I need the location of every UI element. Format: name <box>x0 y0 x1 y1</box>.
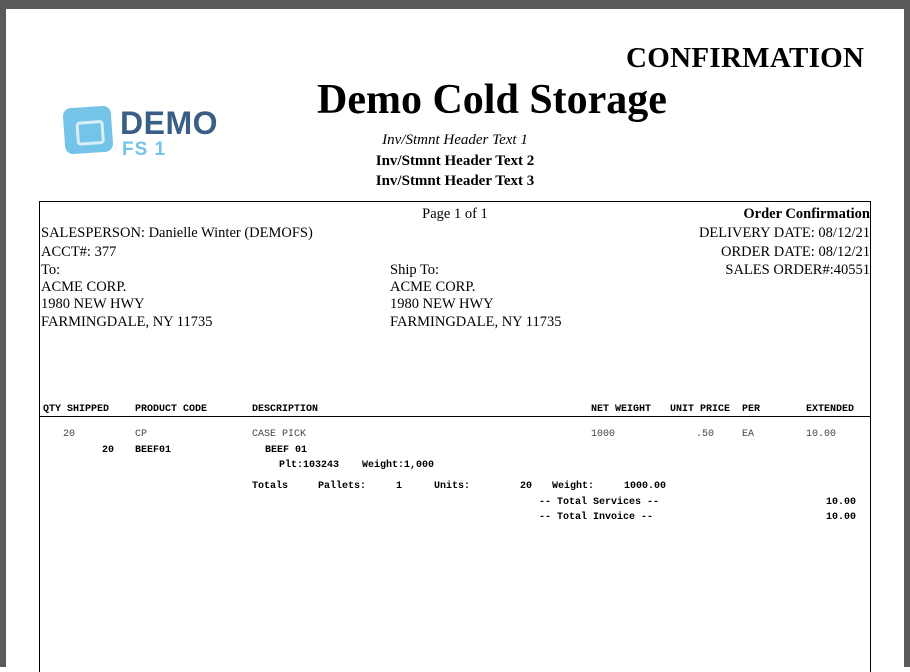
header-rule <box>40 416 870 417</box>
page-number: Page 1 of 1 <box>422 206 488 222</box>
header-text-1: Inv/Stmnt Header Text 1 <box>382 132 528 148</box>
document-page <box>6 9 904 667</box>
col-extended: EXTENDED <box>806 404 855 415</box>
ship-to-name: ACME CORP. <box>390 279 476 295</box>
col-product-code: PRODUCT CODE <box>135 404 208 415</box>
totals-pallets: 1 <box>396 481 403 492</box>
delivery-date: DELIVERY DATE: 08/12/21 <box>698 225 870 241</box>
account-number: ACCT#: 377 <box>41 244 117 260</box>
ship-to-city: FARMINGDALE, NY 11735 <box>390 314 562 330</box>
document-type-title: CONFIRMATION <box>626 42 865 74</box>
order-box <box>39 201 871 672</box>
item-per: EA <box>742 429 755 440</box>
ship-to-label: Ship To: <box>390 262 440 278</box>
totals-units: 20 <box>520 481 533 492</box>
detail-weight: Weight:1,000 <box>362 460 435 471</box>
bill-to-street: 1980 NEW HWY <box>41 296 145 312</box>
logo-sub-text: FS 1 <box>122 139 167 160</box>
detail-product: BEEF01 <box>135 445 172 456</box>
order-date: ORDER DATE: 08/12/21 <box>720 244 870 260</box>
col-qty-shipped: QTY SHIPPED <box>43 404 110 415</box>
item-net-weight: 1000 <box>591 429 616 440</box>
logo-main-text: DEMO <box>120 105 218 141</box>
total-invoice-label: -- Total Invoice -- <box>539 512 654 523</box>
totals-units-label: Units: <box>434 481 471 492</box>
window-frame-top <box>0 0 910 9</box>
salesperson: SALESPERSON: Danielle Winter (DEMOFS) <box>41 225 313 241</box>
header-text-2: Inv/Stmnt Header Text 2 <box>375 153 535 169</box>
window-frame-right <box>904 0 910 667</box>
header-text-3: Inv/Stmnt Header Text 3 <box>375 173 535 189</box>
detail-pallet: Plt:103243 <box>279 460 340 471</box>
col-unit-price: UNIT PRICE <box>670 404 731 415</box>
item-product: CP <box>135 429 148 440</box>
bill-to-city: FARMINGDALE, NY 11735 <box>41 314 213 330</box>
totals-weight: 1000.00 <box>624 481 667 492</box>
company-name: Demo Cold Storage <box>317 77 667 123</box>
bill-to-name: ACME CORP. <box>41 279 127 295</box>
ship-to-street: 1980 NEW HWY <box>390 296 494 312</box>
total-invoice: 10.00 <box>826 512 857 523</box>
company-logo <box>64 103 218 160</box>
bill-to-label: To: <box>41 262 61 278</box>
totals-pallets-label: Pallets: <box>318 481 367 492</box>
order-confirmation-label: Order Confirmation <box>743 206 870 222</box>
col-net-weight: NET WEIGHT <box>591 404 652 415</box>
total-services: 10.00 <box>826 497 857 508</box>
detail-qty: 20 <box>102 445 115 456</box>
sales-order-number: SALES ORDER#:40551 <box>725 262 870 278</box>
total-services-label: -- Total Services -- <box>539 497 660 508</box>
item-description: CASE PICK <box>252 429 307 440</box>
totals-label: Totals <box>252 481 289 492</box>
totals-weight-label: Weight: <box>552 481 595 492</box>
detail-description: BEEF 01 <box>265 445 308 456</box>
item-qty: 20 <box>63 429 76 440</box>
item-unit-price: .50 <box>696 429 715 440</box>
col-description: DESCRIPTION <box>252 404 319 415</box>
item-extended: 10.00 <box>806 429 837 440</box>
col-per: PER <box>742 404 761 415</box>
